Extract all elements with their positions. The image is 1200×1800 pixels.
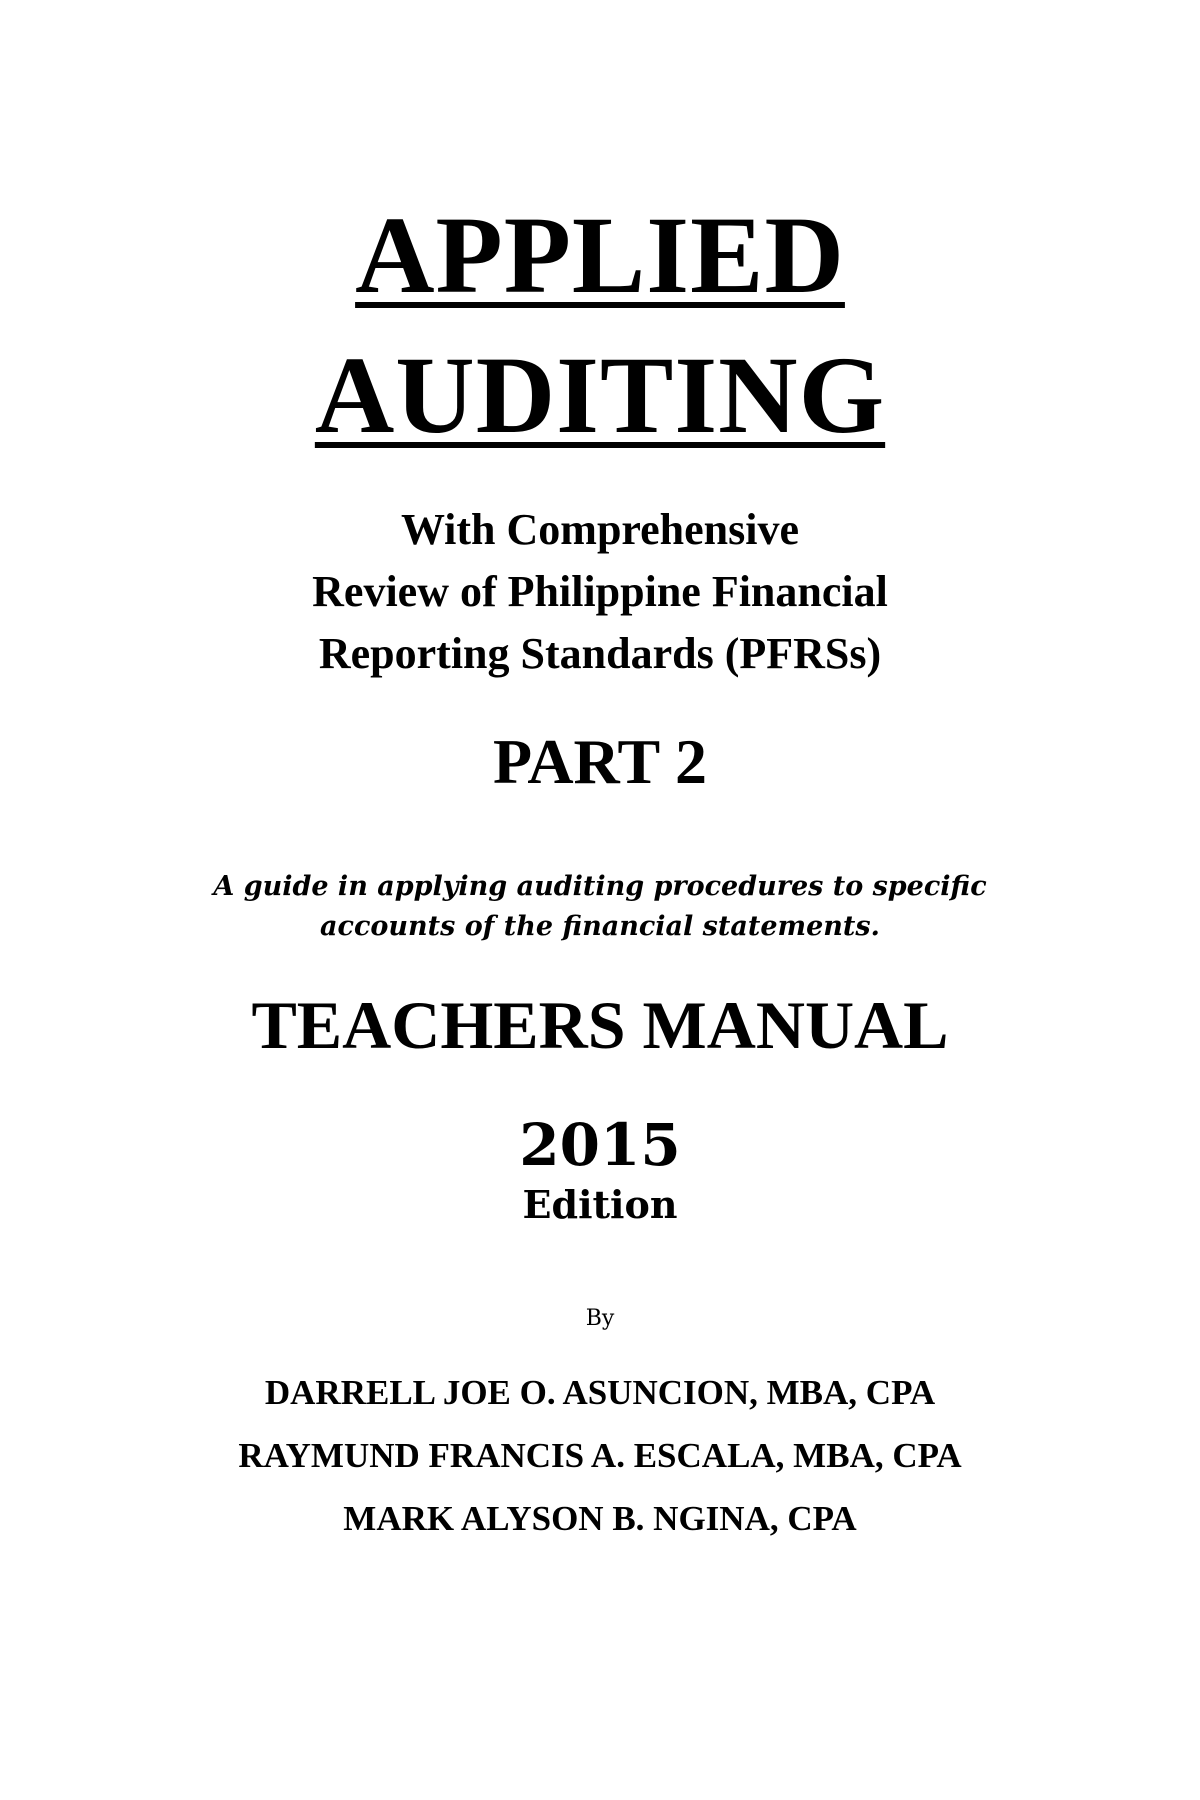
author-name: RAYMUND FRANCIS A. ESCALA, MBA, CPA — [238, 1436, 962, 1475]
author-name: MARK ALYSON B. NGINA, CPA — [343, 1499, 857, 1538]
edition-label: Edition — [522, 1182, 678, 1227]
subtitle-line-1: With Comprehensive — [400, 505, 800, 554]
part-label: PART 2 — [492, 726, 708, 797]
guide-line-2: accounts of the financial statements. — [320, 911, 880, 942]
edition-year: 2015 — [519, 1111, 681, 1179]
title-line-2: AUDITING — [314, 334, 886, 456]
author-name: DARRELL JOE O. ASUNCION, MBA, CPA — [264, 1373, 936, 1412]
subtitle-line-3: Reporting Standards (PFRSs) — [318, 629, 882, 678]
by-label: By — [585, 1306, 615, 1331]
title-line-1: APPLIED — [355, 194, 845, 316]
guide-line-1: A guide in applying auditing procedures to specific — [213, 871, 987, 902]
manual-heading: TEACHERS MANUAL — [251, 987, 949, 1063]
subtitle-line-2: Review of Philippine Financial — [312, 567, 888, 616]
